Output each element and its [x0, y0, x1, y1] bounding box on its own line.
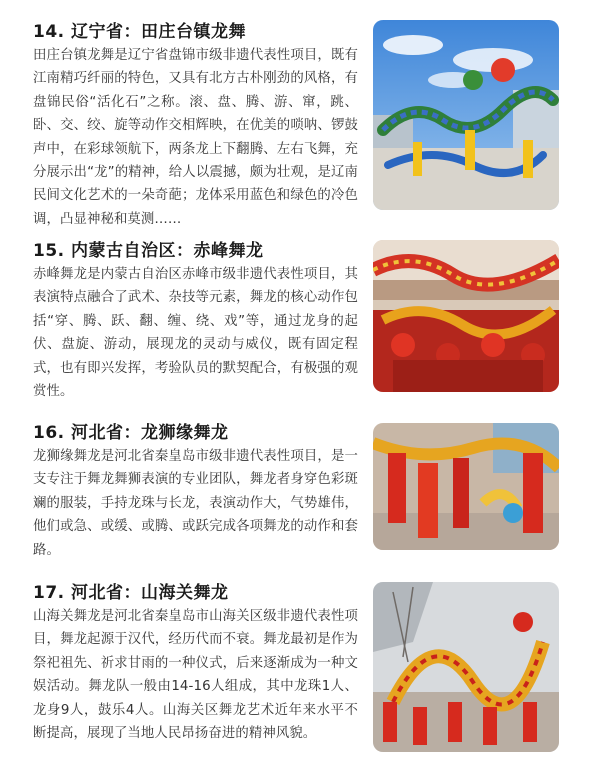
golden-dragon-plaza-photo	[373, 582, 559, 752]
blue-green-dragon-dance-photo	[373, 20, 559, 210]
section-title: 17. 河北省：山海关舞龙	[33, 583, 229, 603]
section-body: 赤峰舞龙是内蒙古自治区赤峰市级非遗代表性项目，其表演特点融合了武术、杂技等元素，舞龙的核心动作包括“穿、腾、跃、翻、缠、绕、戏”等，通过龙身的起伏、盘旋、游动，展现龙的灵动与威仪，既有固定程式，也有即兴发挥，考验队员的默契配合，有极强的观赏性。	[33, 267, 358, 400]
section-title: 15. 内蒙古自治区：赤峰舞龙	[33, 241, 264, 261]
red-costume-dragon-photo	[373, 423, 559, 550]
section-body: 山海关舞龙是河北省秦皇岛市山海关区级非遗代表性项目，舞龙起源于汉代，经历代而不衰。舞龙最初是作为祭祀祖先、祈求甘雨的一种仪式，后来逐渐成为一种文娱活动。舞龙队一般由14-16人组成，其中龙珠1人、龙身9人，鼓乐4人。山海关区舞龙艺术近年来水平不断提高，展现了当地人民昂扬奋进的精神风貌。	[33, 609, 358, 742]
section-body: 田庄台镇龙舞是辽宁省盘锦市级非遗代表性项目，既有江南精巧纤丽的特色，又具有北方古朴刚劲的风格，有盘锦民俗“活化石”之称。滚、盘、腾、游、窜，跳、卧、交、绞、旋等动作交相辉映，在优美的唢呐、锣鼓声中，在彩球领航下，两条龙上下翻腾、左右飞舞，充分展示出“龙”的精神，给人以震撼，颇为壮观，是辽南民间文化艺术的一朵奇葩；龙体采用蓝色和绿色的冷色调，凸显神秘和莫测……	[33, 48, 358, 227]
red-dragon-mall-photo	[373, 240, 559, 392]
section-title: 14. 辽宁省：田庄台镇龙舞	[33, 22, 247, 42]
section-title: 16. 河北省：龙狮缘舞龙	[33, 423, 229, 443]
section-body: 龙狮缘舞龙是河北省秦皇岛市级非遗代表性项目，是一支专注于舞龙舞狮表演的专业团队，舞龙者身穿色彩斑斓的服装，手持龙珠与长龙，表演动作大，气势雄伟，他们或急、或缓、或腾、或跃完成各项舞龙的动作和套路。	[33, 449, 358, 558]
